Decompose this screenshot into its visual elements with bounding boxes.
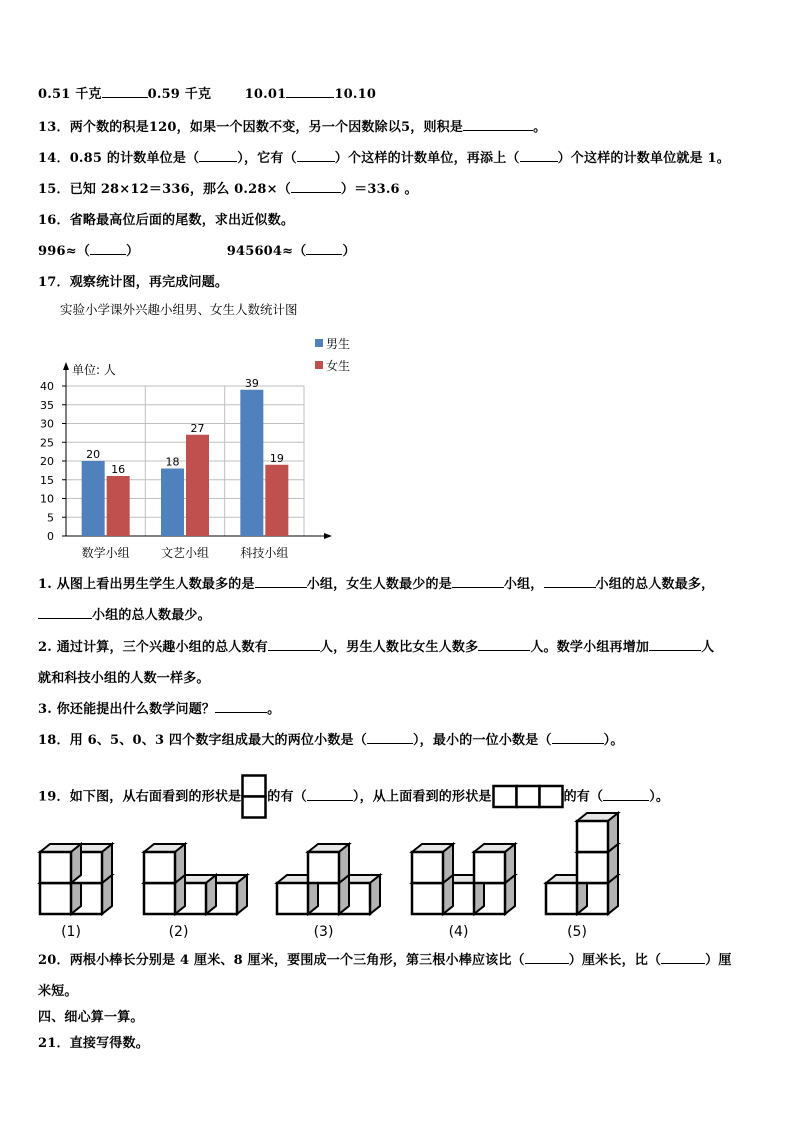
answer-blank[interactable] bbox=[291, 181, 341, 193]
question-text: 21．直接写得数。 bbox=[38, 1036, 149, 1051]
answer-blank[interactable] bbox=[478, 639, 530, 651]
question-text: 小组的总人数最少。 bbox=[92, 608, 211, 623]
bar bbox=[82, 461, 105, 536]
question-text: 小组的总人数最多， bbox=[595, 577, 715, 592]
x-tick-label: 文艺小组 bbox=[160, 546, 210, 560]
question-text: 人，男生人数比女生人数多 bbox=[319, 640, 479, 655]
data-label: 27 bbox=[190, 421, 205, 435]
question-14 bbox=[38, 147, 730, 166]
cube-front-face bbox=[474, 852, 505, 883]
question-text: ），从上面看到的形状是 bbox=[352, 789, 492, 805]
cube-front-face bbox=[577, 821, 608, 852]
question-17-2 bbox=[38, 636, 714, 655]
question-17-1-cont bbox=[38, 604, 211, 623]
y-tick-label: 10 bbox=[40, 492, 54, 506]
answer-blank[interactable] bbox=[367, 732, 413, 744]
question-text: ） bbox=[342, 244, 356, 259]
cube-front-face bbox=[412, 883, 443, 914]
question-16-items bbox=[38, 240, 356, 259]
cube-side-face bbox=[102, 844, 112, 883]
compare-line bbox=[38, 83, 376, 102]
x-tick-label: 科技小组 bbox=[240, 546, 289, 560]
y-tick-label: 0 bbox=[47, 530, 54, 543]
data-label: 20 bbox=[86, 448, 101, 461]
x-tick-label: 数学小组 bbox=[81, 546, 130, 560]
answer-blank[interactable] bbox=[552, 732, 604, 744]
question-text: 17．观察统计图，再完成问题。 bbox=[38, 275, 229, 290]
legend-label: 女生 bbox=[326, 359, 351, 373]
question-text: ），最小的一位小数是（ bbox=[412, 733, 552, 748]
bar bbox=[107, 476, 130, 536]
data-label: 16 bbox=[111, 463, 126, 476]
question-text: ） bbox=[126, 244, 140, 259]
question-15 bbox=[38, 178, 418, 197]
answer-blank[interactable] bbox=[90, 243, 126, 255]
answer-blank[interactable] bbox=[199, 150, 237, 162]
question-18 bbox=[38, 729, 624, 748]
question-17 bbox=[38, 271, 228, 290]
question-text: ）厘米长，比（ bbox=[568, 953, 662, 968]
answer-blank[interactable] bbox=[525, 952, 569, 964]
question-20 bbox=[38, 949, 732, 968]
cube-figures bbox=[0, 805, 794, 940]
answer-blank[interactable] bbox=[268, 639, 320, 651]
unit-label: 单位: 人 bbox=[72, 363, 116, 377]
bar bbox=[240, 390, 263, 536]
question-text: ）＝33.6 。 bbox=[340, 182, 418, 197]
question-text: 14．0.85 的计数单位是（ bbox=[38, 151, 200, 166]
y-tick-label: 25 bbox=[40, 436, 54, 450]
answer-blank[interactable] bbox=[649, 639, 701, 651]
bar bbox=[161, 469, 184, 537]
question-text: 。 bbox=[533, 120, 547, 135]
question-text: 就和科技小组的人数一样多。 bbox=[38, 671, 210, 686]
cube-side-face bbox=[175, 844, 185, 883]
cube-front-face bbox=[577, 852, 608, 883]
value-c: 10.01 bbox=[244, 87, 287, 102]
question-text: 13．两个数的积是120，如果一个因数不变，另一个因数除以5，则积是 bbox=[38, 120, 464, 135]
question-text: ），它有（ bbox=[237, 151, 297, 166]
question-text: 15．已知 28×12＝336，那么 0.28×（ bbox=[38, 182, 291, 197]
cube-side-face bbox=[339, 844, 349, 883]
bar-chart bbox=[30, 330, 370, 565]
cube-figure bbox=[40, 844, 112, 914]
question-text: ）个这样的计数单位，再添上（ bbox=[334, 151, 520, 166]
question-text: 的有（ bbox=[563, 789, 604, 805]
question-text: 16．省略最高位后面的尾数，求出近似数。 bbox=[38, 213, 295, 228]
value-d: 10.10 bbox=[334, 87, 377, 102]
question-text: 人。数学小组再增加 bbox=[530, 640, 650, 655]
question-text: 米短。 bbox=[38, 984, 78, 999]
question-17-3 bbox=[38, 698, 280, 717]
data-label: 18 bbox=[165, 455, 180, 469]
question-text: ）个这样的计数单位就是 1。 bbox=[557, 151, 730, 166]
question-text: 19．如下图，从右面看到的形状是 bbox=[38, 789, 242, 805]
x-axis-arrow bbox=[324, 533, 332, 539]
value-b: 0.59 千克 bbox=[147, 87, 212, 102]
cube-figure bbox=[144, 844, 247, 914]
cube-figure bbox=[412, 844, 515, 914]
cube-front-face bbox=[412, 852, 443, 883]
question-16 bbox=[38, 209, 294, 228]
answer-blank[interactable] bbox=[102, 86, 148, 98]
cube-front-face bbox=[546, 883, 577, 914]
y-tick-label: 5 bbox=[47, 511, 54, 525]
legend-swatch bbox=[315, 339, 323, 347]
cube-front-face bbox=[144, 852, 175, 883]
y-tick-label: 15 bbox=[40, 473, 54, 487]
question-text: 1. 从图上看出男生学生人数最多的是 bbox=[38, 577, 255, 592]
answer-blank[interactable] bbox=[215, 701, 267, 713]
section-heading bbox=[38, 1006, 144, 1025]
y-axis-arrow bbox=[63, 362, 69, 370]
cube-side-face bbox=[505, 844, 515, 883]
question-text: 18．用 6、5、0、3 四个数字组成最大的两位小数是（ bbox=[38, 733, 367, 748]
answer-blank[interactable] bbox=[297, 150, 335, 162]
question-text: 996≈（ bbox=[38, 244, 91, 259]
bar bbox=[186, 435, 209, 536]
figure-label: (1) bbox=[61, 924, 81, 940]
question-text: 3. 你还能提出什么数学问题？ bbox=[38, 702, 216, 717]
value-a: 0.51 千克 bbox=[38, 87, 102, 102]
cube-figure bbox=[277, 844, 380, 914]
question-21 bbox=[38, 1032, 149, 1051]
y-tick-label: 35 bbox=[40, 398, 54, 412]
cube-front-face bbox=[277, 883, 308, 914]
question-text: 小组， bbox=[503, 577, 544, 592]
figure-label: (3) bbox=[313, 924, 334, 940]
cube-side-face bbox=[71, 844, 81, 883]
question-text: 945604≈（ bbox=[226, 244, 307, 259]
answer-blank[interactable] bbox=[38, 607, 92, 619]
question-text: 人 bbox=[701, 640, 715, 655]
answer-blank[interactable] bbox=[463, 119, 533, 131]
answer-blank[interactable] bbox=[306, 243, 342, 255]
cube-side-face bbox=[237, 875, 247, 914]
question-text: 。 bbox=[267, 702, 281, 717]
question-text: 20．两根小棒长分别是 4 厘米、8 厘米，要围成一个三角形，第三根小棒应该比（ bbox=[38, 953, 525, 968]
cube-side-face bbox=[370, 875, 380, 914]
question-text: ）。 bbox=[603, 733, 624, 748]
answer-blank[interactable] bbox=[255, 576, 307, 588]
chart-title: 实验小学课外兴趣小组男、女生人数统计图 bbox=[60, 302, 298, 317]
figure-label: (4) bbox=[448, 924, 469, 940]
figure-label: (5) bbox=[567, 924, 587, 940]
cube-front-face bbox=[40, 883, 71, 914]
bar bbox=[265, 465, 288, 536]
cube-front-face bbox=[144, 883, 175, 914]
cube-front-face bbox=[40, 852, 71, 883]
question-text: 2. 通过计算，三个兴趣小组的总人数有 bbox=[38, 640, 268, 655]
data-label: 39 bbox=[244, 376, 259, 390]
question-13 bbox=[38, 116, 546, 135]
legend-swatch bbox=[315, 361, 323, 369]
cube-side-face bbox=[608, 813, 618, 852]
answer-blank[interactable] bbox=[452, 576, 504, 588]
answer-blank[interactable] bbox=[520, 150, 558, 162]
answer-blank[interactable] bbox=[544, 576, 596, 588]
question-text: ）厘 bbox=[705, 953, 732, 968]
section-title: 四、细心算一算。 bbox=[38, 1010, 144, 1025]
y-tick-label: 20 bbox=[40, 455, 54, 468]
data-label: 19 bbox=[269, 451, 284, 465]
question-text: ）。 bbox=[649, 789, 670, 805]
question-text: 小组，女生人数最少的是 bbox=[306, 577, 452, 592]
answer-blank[interactable] bbox=[307, 789, 353, 801]
legend-label: 男生 bbox=[326, 337, 351, 351]
y-tick-label: 30 bbox=[40, 417, 54, 431]
y-tick-label: 40 bbox=[40, 380, 54, 393]
answer-blank[interactable] bbox=[661, 952, 705, 964]
question-20-cont bbox=[38, 980, 78, 999]
question-text: 的有（ bbox=[267, 789, 307, 805]
cube-figure bbox=[546, 813, 618, 914]
answer-blank[interactable] bbox=[603, 789, 649, 801]
question-17-2-cont bbox=[38, 667, 210, 686]
cube-side-face bbox=[443, 844, 453, 883]
cube-front-face bbox=[308, 852, 339, 883]
cube-side-face bbox=[206, 875, 216, 914]
answer-blank[interactable] bbox=[286, 86, 334, 98]
figure-label: (2) bbox=[168, 924, 189, 940]
question-17-1 bbox=[38, 573, 714, 592]
